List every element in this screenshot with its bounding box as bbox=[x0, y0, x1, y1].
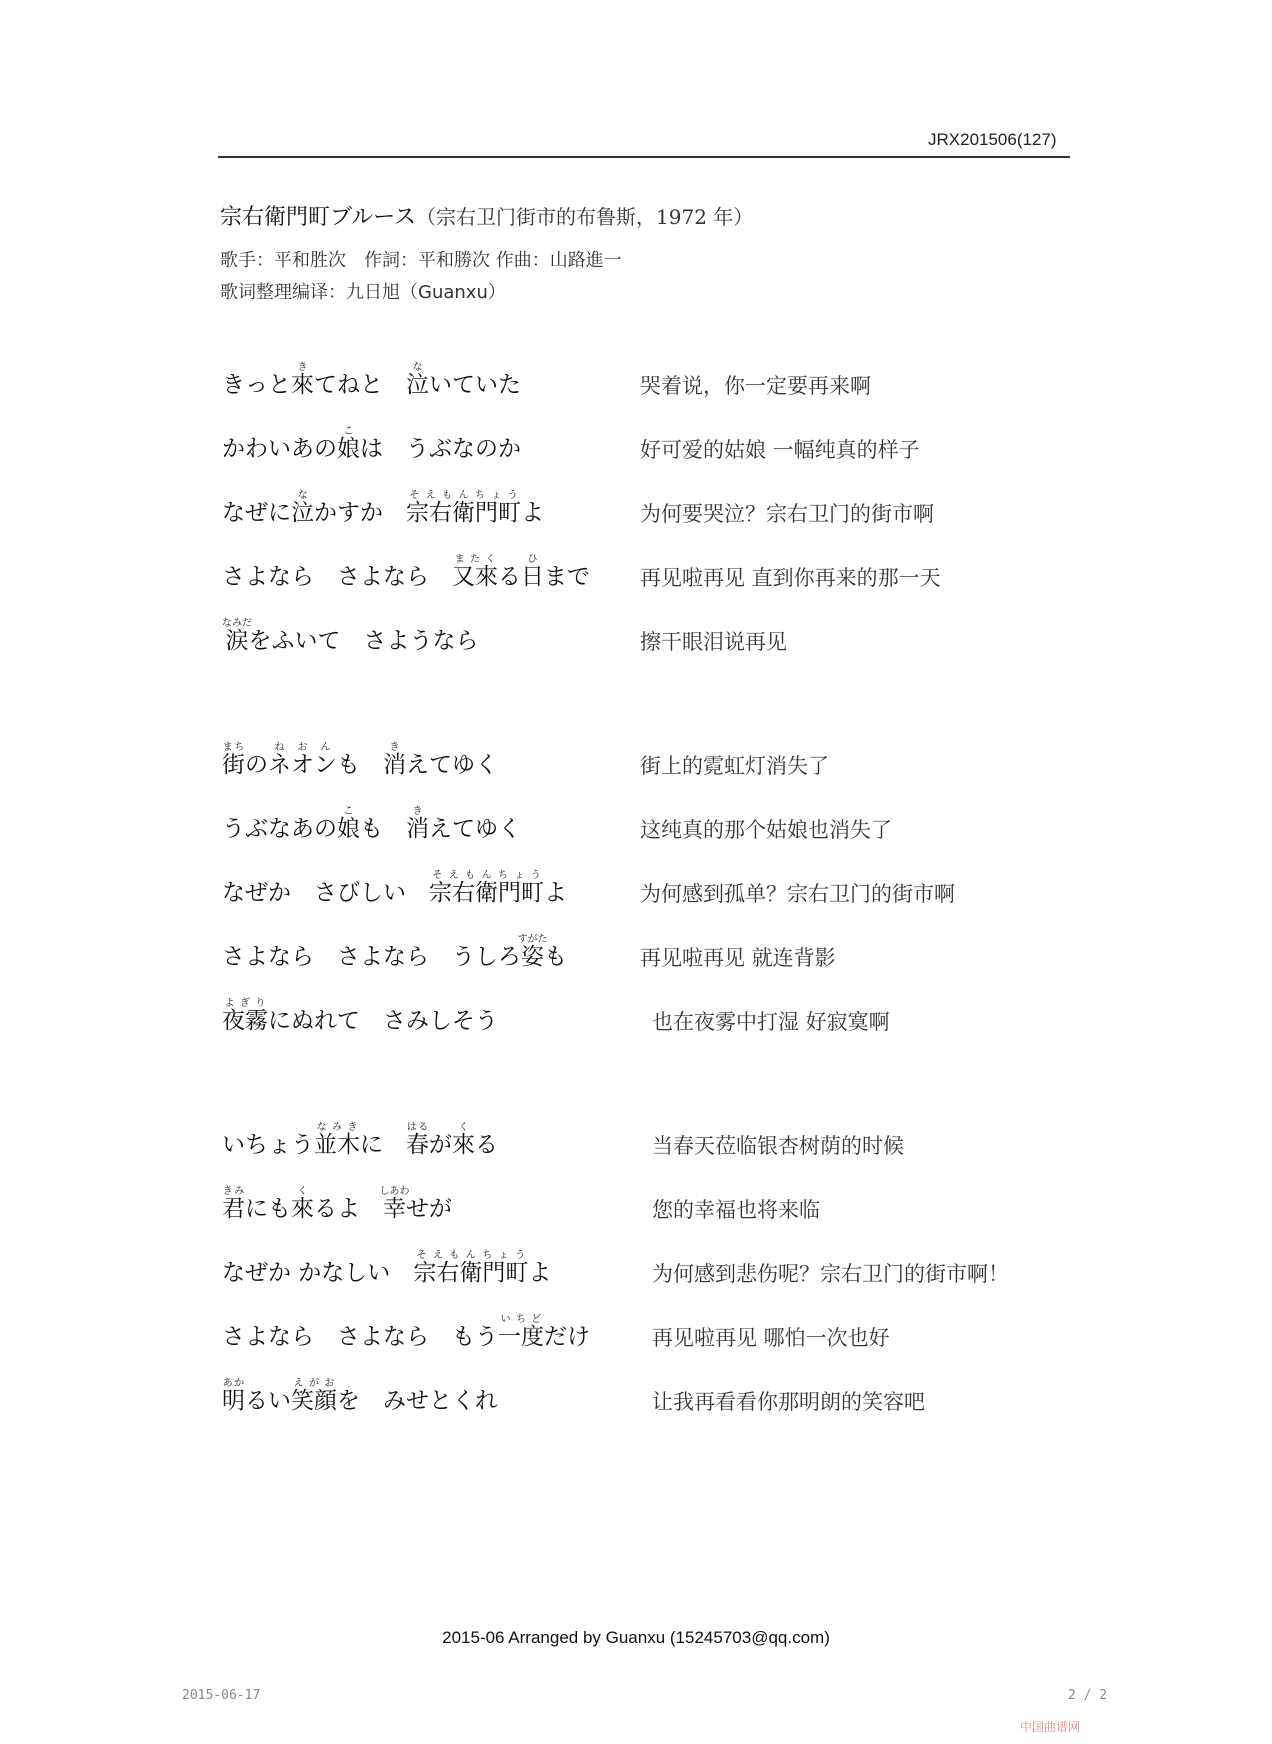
lyric-japanese-line: さよなら さよなら もう一度いちどだけ bbox=[222, 1314, 590, 1350]
lyric-chinese-translation: 街上的霓虹灯消失了 bbox=[640, 754, 829, 778]
lyric-chinese-translation: 好可爱的姑娘 一幅纯真的样子 bbox=[640, 438, 920, 462]
lyric-japanese-line: 街まちのネオンねおんも 消きえてゆく bbox=[222, 742, 498, 778]
song-title bbox=[220, 200, 753, 231]
arranged-by-footer: 2015-06 Arranged by Guanxu (15245703@qq.com) bbox=[442, 1628, 830, 1647]
lyric-japanese-line: きっと來きてねと 泣ないていた bbox=[222, 362, 521, 398]
page-number: 2 / 2 bbox=[1068, 1688, 1108, 1703]
document-code: JRX201506(127) bbox=[928, 130, 1057, 149]
lyric-japanese-line: いちょう並木なみきに 春はるが來くる bbox=[222, 1122, 498, 1158]
credits-line-1: 歌手：平和胜次 作詞：平和勝次 作曲：山路進一 bbox=[220, 250, 622, 271]
watermark-logo: 中国曲谱网 bbox=[1020, 1720, 1081, 1734]
header-rule bbox=[218, 156, 1070, 158]
print-date: 2015-06-17 bbox=[182, 1688, 261, 1703]
lyric-chinese-translation: 让我再看看你那明朗的笑容吧 bbox=[652, 1390, 925, 1414]
lyric-japanese-line: なぜか かなしい 宗右衛門町そえもんちょうよ bbox=[222, 1250, 552, 1286]
lyric-japanese-line: 明あかるい笑顔えがおを みせとくれ bbox=[222, 1378, 498, 1414]
lyric-japanese-line: さよなら さよなら うしろ姿すがたも bbox=[222, 934, 567, 970]
lyric-chinese-translation: 为何要哭泣？宗右卫门的街市啊 bbox=[640, 502, 934, 526]
lyric-chinese-translation: 为何感到孤单？宗右卫门的街市啊 bbox=[640, 882, 955, 906]
lyric-japanese-line: 夜霧よぎりにぬれて さみしそう bbox=[222, 998, 498, 1034]
lyric-chinese-translation: 哭着说，你一定要再来啊 bbox=[640, 374, 871, 398]
lyric-chinese-translation: 再见啦再见 直到你再来的那一天 bbox=[640, 566, 941, 590]
lyric-chinese-translation: 再见啦再见 就连背影 bbox=[640, 946, 836, 970]
lyric-japanese-line: 涙なみだをふいて さようなら bbox=[222, 618, 479, 654]
lyric-japanese-line: なぜに泣なかすか 宗右衛門町そえもんちょうよ bbox=[222, 490, 544, 526]
lyric-chinese-translation: 也在夜雾中打湿 好寂寞啊 bbox=[652, 1010, 890, 1034]
lyric-chinese-translation: 当春天莅临银杏树荫的时候 bbox=[652, 1134, 904, 1158]
lyric-japanese-line: なぜか さびしい 宗右衛門町そえもんちょうよ bbox=[222, 870, 567, 906]
lyric-japanese-line: さよなら さよなら 又來またくる日ひまで bbox=[222, 554, 590, 590]
lyric-chinese-translation: 您的幸福也将来临 bbox=[652, 1198, 820, 1222]
song-title-main: 宗右衛門町ブルース bbox=[220, 205, 417, 230]
lyric-chinese-translation: 这纯真的那个姑娘也消失了 bbox=[640, 818, 892, 842]
lyric-chinese-translation: 为何感到悲伤呢？宗右卫门的街市啊！ bbox=[652, 1262, 1009, 1286]
lyric-japanese-line: うぶなあの娘こも 消きえてゆく bbox=[222, 806, 521, 842]
song-title-subtitle: （宗右卫门街市的布鲁斯，1972 年） bbox=[416, 205, 754, 229]
lyric-chinese-translation: 擦干眼泪说再见 bbox=[640, 630, 787, 654]
lyric-chinese-translation: 再见啦再见 哪怕一次也好 bbox=[652, 1326, 890, 1350]
lyric-japanese-line: かわいあの娘こは うぶなのか bbox=[222, 426, 521, 462]
lyric-japanese-line: 君きみにも來くるよ 幸しあわせが bbox=[222, 1186, 452, 1222]
credits-line-2: 歌词整理编译：九日旭（Guanxu） bbox=[220, 282, 506, 303]
